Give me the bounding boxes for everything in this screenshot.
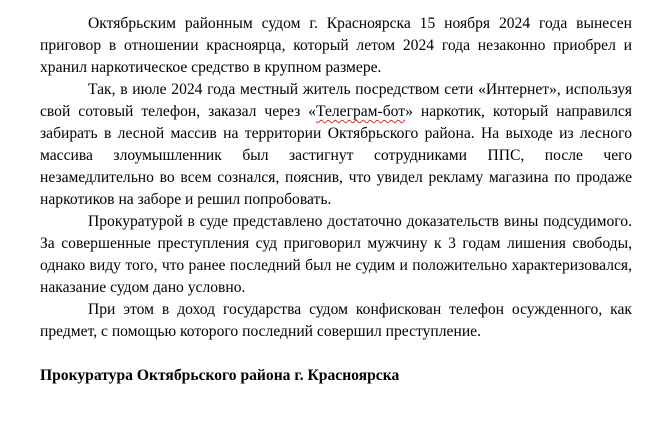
document-body bbox=[40, 13, 632, 387]
paragraph-sentence: Прокуратурой в суде представлено достаточно доказательств вины подсудимого. За совершенные преступления суд приговорил мужчину к 3 годам лишения свободы, однако виду того, что ранее последний был не судим и положительно характеризовался, наказание судом дано условно. bbox=[40, 213, 632, 296]
paragraph-confiscation: При этом в доход государства судом конфискован телефон осужденного, как предмет, с помощью которого последний совершил преступление. bbox=[40, 301, 632, 340]
paragraph-circumstances-text-end: » наркотик, который направился забирать в лесной массив на территории Октябрьского района. На выходе из лесного массива злоумышленник был застигнут сотрудниками ППС, после чего незамедлительно во всем сознался, пояснив, что увидел рекламу магазина по продаже наркотиков на заборе и решил попробовать. bbox=[40, 103, 632, 208]
spellcheck-flagged-word: Телеграм-бот bbox=[316, 103, 406, 120]
paragraph-verdict: Октябрьским районным судом г. Красноярска 15 ноября 2024 года вынесен приговор в отношении красноярца, который летом 2024 года незаконно приобрел и хранил наркотическое средство в крупном размере. bbox=[40, 15, 632, 76]
paragraph-circumstances bbox=[40, 79, 632, 211]
blank-line bbox=[40, 343, 632, 365]
signature: Прокуратура Октябрьского района г. Красноярска bbox=[40, 367, 400, 384]
paragraph-circumstances-text-start: Так, в июле 2024 года местный житель посредством сети «Интернет», используя свой сотовый телефон, заказал через « bbox=[40, 81, 632, 120]
